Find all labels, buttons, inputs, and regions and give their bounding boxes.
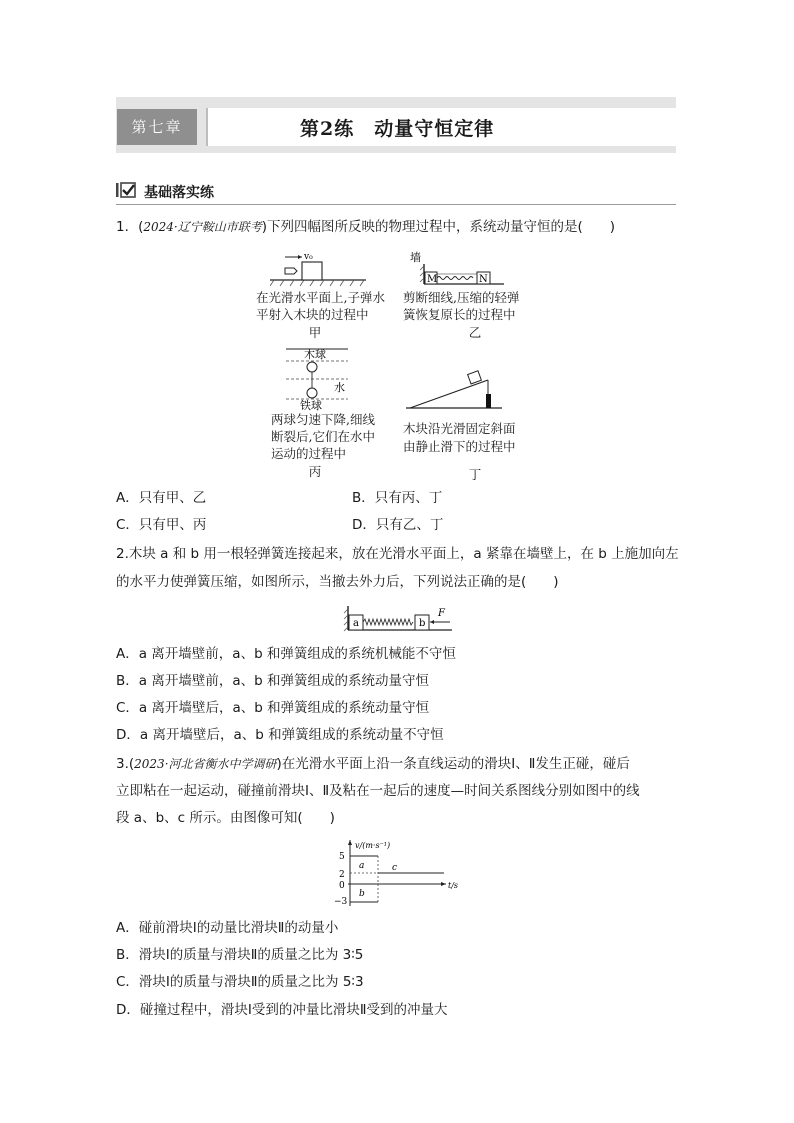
- page-title: 第2练 动量守恒定律: [300, 118, 495, 140]
- q1-stem: [116, 218, 615, 236]
- section-label: 基础落实练: [144, 185, 214, 201]
- tick-neg3: −3: [334, 897, 348, 907]
- q3-stem-line-2: 立即粘在一起运动，碰撞前滑块Ⅰ、Ⅱ及粘在一起后的速度—时间关系图线分别如图中的线: [116, 783, 640, 799]
- q1-source: 2024·辽宁鞍山市联考: [143, 220, 262, 234]
- q1-option-d[interactable]: D．只有乙、丁: [352, 517, 444, 533]
- q1-option-b[interactable]: B．只有丙、丁: [352, 490, 443, 506]
- fig-ding-label: 丁: [468, 467, 482, 482]
- figure-bullet-block: [270, 248, 370, 288]
- q3-prefix: 3.(: [116, 756, 135, 772]
- q2-option-c[interactable]: C．a 离开墙壁后，a、b 和弹簧组成的系统动量守恒: [116, 700, 430, 716]
- fig-bing-caption-3: 运动的过程中: [271, 446, 347, 461]
- fig-jia-caption-1: 在光滑水平面上,子弹水: [256, 290, 385, 305]
- force-f-label: F: [438, 608, 445, 619]
- block-a-label: a: [353, 618, 359, 629]
- q3-option-b[interactable]: B．滑块Ⅰ的质量与滑块Ⅱ的质量之比为 3∶5: [116, 947, 364, 963]
- q3-option-a[interactable]: A．碰前滑块Ⅰ的动量比滑块Ⅱ的动量小: [116, 920, 339, 936]
- figure-incline-block: [404, 368, 504, 412]
- checkmark-icon: [116, 182, 136, 198]
- water-label: 水: [334, 381, 345, 394]
- figure-two-balls-water: [284, 343, 354, 413]
- q3-stem-line-3: 段 a、b、c 所示。由图像可知( ): [116, 810, 335, 826]
- figure-spring-mn: [406, 250, 506, 288]
- q1-stem-text: )下列四幅图所反映的物理过程中，系统动量守恒的是( ): [261, 219, 616, 235]
- fig-jia-label: 甲: [308, 325, 322, 340]
- q1-option-c[interactable]: C．只有甲、丙: [116, 517, 207, 533]
- iron-ball-label: 铁球: [300, 399, 322, 412]
- q3-stem-text: )在光滑水平面上沿一条直线运动的滑块Ⅰ、Ⅱ发生正碰，碰后: [276, 756, 630, 772]
- fig-bing-caption-2: 断裂后,它们在水中: [271, 429, 375, 444]
- block-n-label: N: [479, 274, 488, 285]
- q1-option-a[interactable]: A．只有甲、乙: [116, 490, 207, 506]
- chapter-tab: 第七章: [117, 109, 197, 145]
- section-divider: [116, 204, 676, 205]
- graph-y-axis-label: v/(m·s⁻¹): [355, 841, 391, 850]
- q3-source: 2023·河北省衡水中学调研: [134, 757, 277, 771]
- block-m-label: M: [427, 274, 438, 285]
- fig-jia-caption-2: 平射入木块的过程中: [256, 307, 369, 322]
- fig-bing-caption-1: 两球匀速下降,细线: [271, 412, 375, 427]
- q2-option-b[interactable]: B．a 离开墙壁前，a、b 和弹簧组成的系统动量守恒: [116, 673, 429, 689]
- velocity-time-graph: [334, 838, 464, 910]
- label-b: b: [359, 889, 365, 899]
- fig-bing-label: 丙: [308, 464, 322, 479]
- q3-stem-line-1: [116, 755, 630, 773]
- tick-5: 5: [339, 852, 345, 862]
- label-a: a: [359, 861, 365, 871]
- q2-option-a[interactable]: A．a 离开墙壁前，a、b 和弹簧组成的系统机械能不守恒: [116, 646, 456, 662]
- wall-label: 墙: [410, 251, 421, 264]
- fig-yi-caption-1: 剪断细线,压缩的轻弹: [403, 290, 520, 305]
- label-c: c: [392, 863, 398, 873]
- fig-ding-caption-2: 由静止滑下的过程中: [403, 439, 516, 454]
- tick-2: 2: [339, 870, 345, 880]
- q2-option-d[interactable]: D．a 离开墙壁后，a、b 和弹簧组成的系统动量不守恒: [116, 727, 444, 743]
- fig-yi-label: 乙: [468, 325, 482, 340]
- tick-0: 0: [339, 881, 345, 891]
- q2-stem-line-1: 2.木块 a 和 b 用一根轻弹簧连接起来，放在光滑水平面上，a 紧靠在墙壁上，在 b 上施加向左: [116, 546, 679, 562]
- fig-ding-caption-1: 木块沿光滑固定斜面: [403, 421, 516, 436]
- q2-stem-line-2: 的水平力使弹簧压缩，如图所示，当撤去外力后，下列说法正确的是( ): [116, 574, 559, 590]
- graph-x-axis-label: t/s: [448, 881, 459, 890]
- figure-wall-spring-blocks: [342, 604, 456, 634]
- block-b-label: b: [419, 618, 426, 629]
- fig-yi-caption-2: 簧恢复原长的过程中: [403, 307, 516, 322]
- wood-ball-label: 木球: [304, 348, 326, 361]
- q3-option-d[interactable]: D．碰撞过程中，滑块Ⅰ受到的冲量比滑块Ⅱ受到的冲量大: [116, 1002, 448, 1018]
- q1-prefix: 1．(: [116, 219, 144, 235]
- v0-label: v₀: [304, 252, 313, 262]
- q3-option-c[interactable]: C．滑块Ⅰ的质量与滑块Ⅱ的质量之比为 5∶3: [116, 974, 364, 990]
